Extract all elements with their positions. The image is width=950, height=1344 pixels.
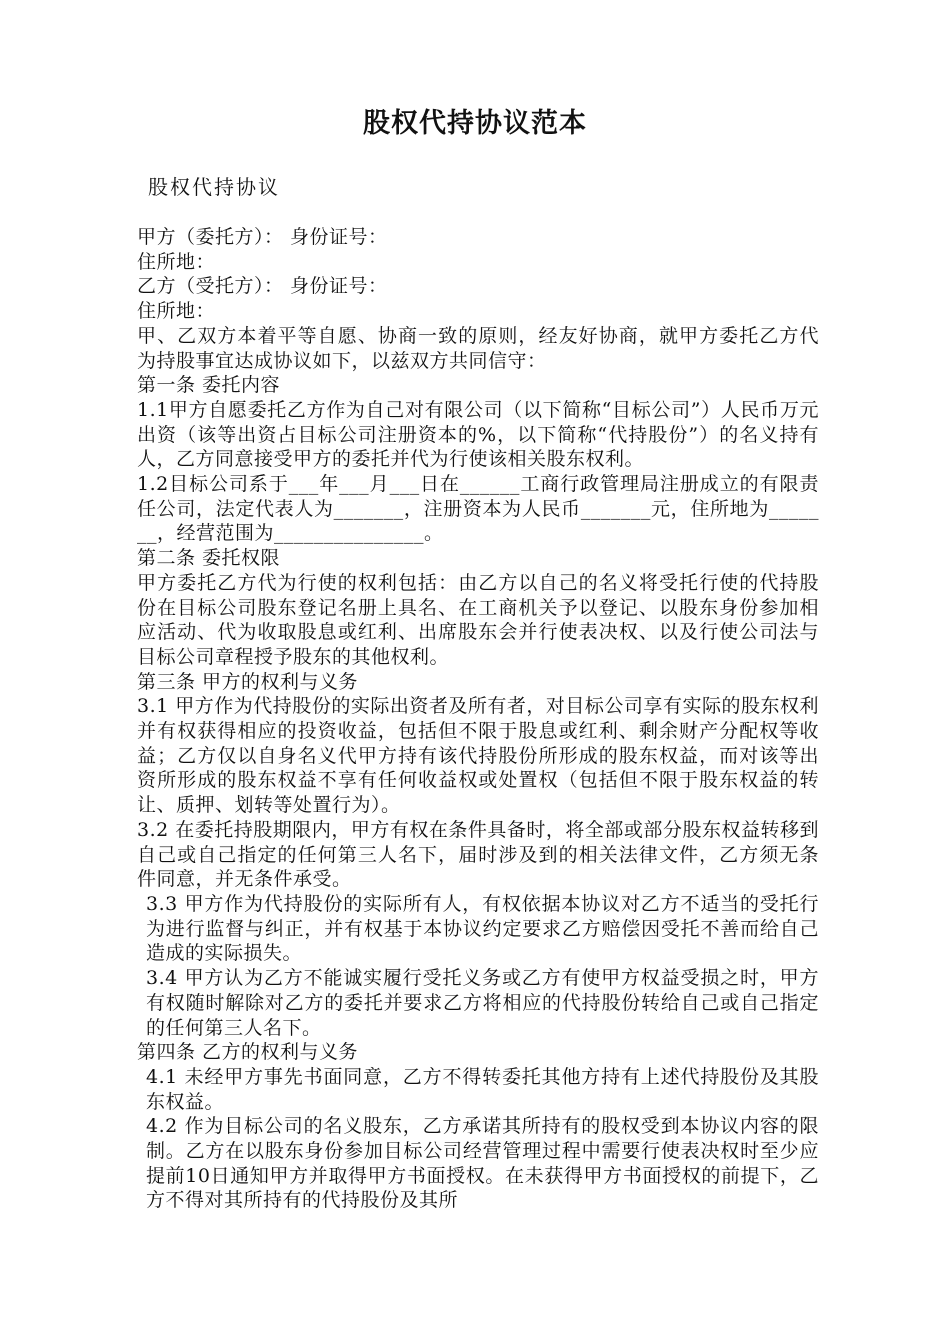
article-2-paragraph: 甲方委托乙方代为行使的权利包括：由乙方以自己的名义将受托行使的代持股份在目标公司股东登记名册上具名、在工商机关予以登记、以股东身份参加相应活动、代为收取股息或红利、出席股东会并行使表决权、以及行使公司法与目标公司章程授予股东的其他权利。 xyxy=(137,571,819,668)
party-b-line: 乙方（受托方）： 身份证号： xyxy=(137,275,388,298)
clause-1-1: 1.1甲方自愿委托乙方作为自己对有限公司（以下简称“目标公司”）人民币万元出资（该等出资占目标公司注册资本的%，以下简称“代持股份”）的名义持有人，乙方同意接受甲方的委托并代为行使该相关股东权利。 xyxy=(137,398,819,471)
clause-3-2: 3.2 在委托持股期限内，甲方有权在条件具备时，将全部或部分股东权益转移到自己或自己指定的任何第三人名下，届时涉及到的相关法律文件，乙方须无条件同意，并无条件承受。 xyxy=(137,818,819,891)
article-4-heading: 第四条 乙方的权利与义务 xyxy=(137,1041,359,1064)
preamble-paragraph: 甲、乙双方本着平等自愿、协商一致的原则，经友好协商，就甲方委托乙方代为持股事宜达成协议如下，以兹双方共同信守： xyxy=(137,324,819,372)
article-2-heading: 第二条 委托权限 xyxy=(137,547,281,570)
party-b-address: 住所地： xyxy=(137,300,216,323)
article-1-heading: 第一条 委托内容 xyxy=(137,374,281,397)
document-subtitle: 股权代持协议 xyxy=(148,175,280,199)
clause-3-1: 3.1 甲方作为代持股份的实际出资者及所有者，对目标公司享有实际的股东权利并有权获得相应的投资收益，包括但不限于股息或红利、剩余财产分配权等收益；乙方仅以自身名义代甲方持有该代持股份所形成的股东权益，而对该等出资所形成的股东权益不享有任何收益权或处置权（包括但不限于股东权益的转让、质押、划转等处置行为）。 xyxy=(137,695,819,817)
clause-1-2: 1.2目标公司系于___年___月___日在______工商行政管理局注册成立的有限责任公司，法定代表人为_______，注册资本为人民币_______元，住所地为_______，经营范围为_______________。 xyxy=(137,473,819,545)
clause-3-3: 3.3 甲方作为代持股份的实际所有人，有权依据本协议对乙方不适当的受托行为进行监督与纠正，并有权基于本协议约定要求乙方赔偿因受托不善而给自己造成的实际损失。 xyxy=(146,892,819,965)
article-3-heading: 第三条 甲方的权利与义务 xyxy=(137,670,359,693)
clause-4-1: 4.1 未经甲方事先书面同意，乙方不得转委托其他方持有上述代持股份及其股东权益。 xyxy=(146,1065,819,1113)
document-body xyxy=(137,225,819,1213)
document-title: 股权代持协议范本 xyxy=(363,108,587,139)
clause-4-2: 4.2 作为目标公司的名义股东，乙方承诺其所持有的股权受到本协议内容的限制。乙方在以股东身份参加目标公司经营管理过程中需要行使表决权时至少应提前10日通知甲方并取得甲方书面授权。在未获得甲方书面授权的前提下，乙方不得对其所持有的代持股份及其所 xyxy=(146,1115,819,1212)
clause-3-4: 3.4 甲方认为乙方不能诚实履行受托义务或乙方有使甲方权益受损之时，甲方有权随时解除对乙方的委托并要求乙方将相应的代持股份转给自己或自己指定的任何第三人名下。 xyxy=(146,967,819,1039)
party-a-address: 住所地： xyxy=(137,250,216,273)
party-a-line: 甲方（委托方）： 身份证号： xyxy=(137,226,388,248)
